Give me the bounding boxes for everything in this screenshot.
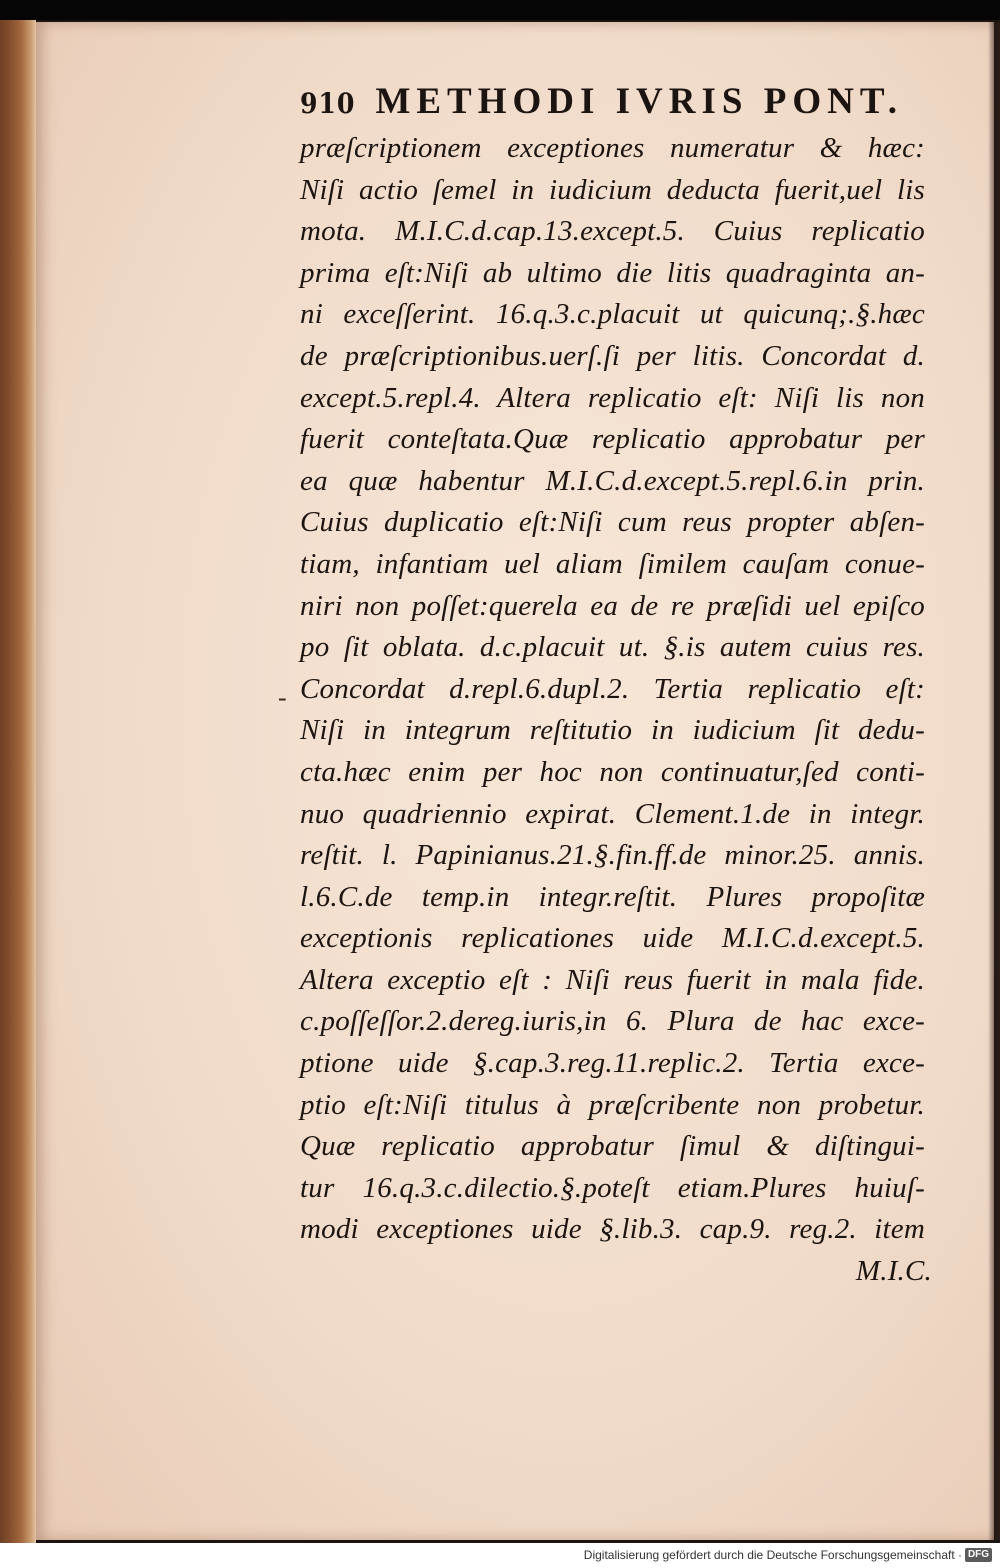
catchword: M.I.C. bbox=[855, 1255, 932, 1288]
text-line: cta.hæc enim per hoc non continuatur,ſed conti- bbox=[300, 755, 925, 788]
running-head bbox=[300, 80, 940, 132]
text-line: exceptionis replicationes uide M.I.C.d.except.5. bbox=[300, 922, 925, 955]
text-line: Cuius duplicatio eſt:Niſi cum reus propter abſen- bbox=[300, 506, 925, 539]
text-line: c.poſſeſſor.2.dereg.iuris,in 6. Plura de hac exce- bbox=[300, 1005, 925, 1038]
footer-bar bbox=[0, 1543, 1000, 1568]
text-line: po ſit oblata. d.c.placuit ut. §.is autem cuius res. bbox=[300, 631, 925, 664]
dfg-logo-icon: DFG bbox=[965, 1548, 992, 1562]
page-text-block bbox=[300, 80, 940, 1293]
text-line: fuerit conteſtata.Quæ replicatio approbatur per bbox=[300, 423, 925, 456]
page-number: 910 bbox=[300, 87, 356, 120]
text-line: ptione uide §.cap.3.reg.11.replic.2. Tertia exce- bbox=[300, 1047, 925, 1080]
book-cover-edge bbox=[0, 20, 36, 1543]
text-line: nuo quadriennio expirat. Clement.1.de in integr. bbox=[300, 797, 925, 830]
viewer-top-bar bbox=[0, 0, 1000, 20]
text-line: mota. M.I.C.d.cap.13.except.5. Cuius replicatio bbox=[300, 215, 925, 248]
text-line: prima eſt:Niſi ab ultimo die litis quadraginta an- bbox=[300, 256, 925, 289]
text-line: Niſi actio ſemel in iudicium deducta fuerit,uel lis bbox=[300, 173, 925, 206]
text-line: tiam, infantiam uel aliam ſimilem cauſam conue- bbox=[300, 547, 925, 580]
margin-mark: - bbox=[278, 683, 287, 712]
funding-credit: Digitalisierung gefördert durch die Deutsche Forschungsgemeinschaft · bbox=[583, 1548, 962, 1562]
text-line: Niſi in integrum reſtitutio in iudicium ſit dedu- bbox=[300, 714, 925, 747]
text-line: ea quæ habentur M.I.C.d.except.5.repl.6.in prin. bbox=[300, 464, 925, 497]
text-line: Concordat d.repl.6.dupl.2. Tertia replicatio eſt: bbox=[300, 672, 925, 705]
text-line: niri non poſſet:querela ea de re præſidi uel epiſco bbox=[300, 589, 925, 622]
page-edge-shadow bbox=[988, 22, 1000, 1540]
text-line: ptio eſt:Niſi titulus à præſcribente non probetur. bbox=[300, 1088, 925, 1121]
text-line: except.5.repl.4. Altera replicatio eſt: Niſi lis non bbox=[300, 381, 925, 414]
text-line: ni exceſſerint. 16.q.3.c.placuit ut quicunq;.§.hæc bbox=[300, 298, 925, 331]
text-line: modi exceptiones uide §.lib.3. cap.9. reg.2. item bbox=[300, 1213, 925, 1246]
text-line: l.6.C.de temp.in integr.reſtit. Plures propoſitæ bbox=[300, 880, 925, 913]
text-line: Altera exceptio eſt : Niſi reus fuerit in mala fide. bbox=[300, 963, 925, 996]
text-line: præſcriptionem exceptiones numeratur & hæc: bbox=[300, 132, 925, 164]
text-line: de præſcriptionibus.uerſ.ſi per litis. Concordat d. bbox=[300, 339, 925, 372]
text-line: reſtit. l. Papinianus.21.§.fin.ff.de minor.25. annis. bbox=[300, 839, 925, 872]
text-line: tur 16.q.3.c.dilectio.§.poteſt etiam.Plures huiuſ- bbox=[300, 1171, 925, 1204]
text-line: Quæ replicatio approbatur ſimul & diſtingui- bbox=[300, 1130, 925, 1163]
running-title: METHODI IVRIS PONT. bbox=[375, 81, 904, 122]
